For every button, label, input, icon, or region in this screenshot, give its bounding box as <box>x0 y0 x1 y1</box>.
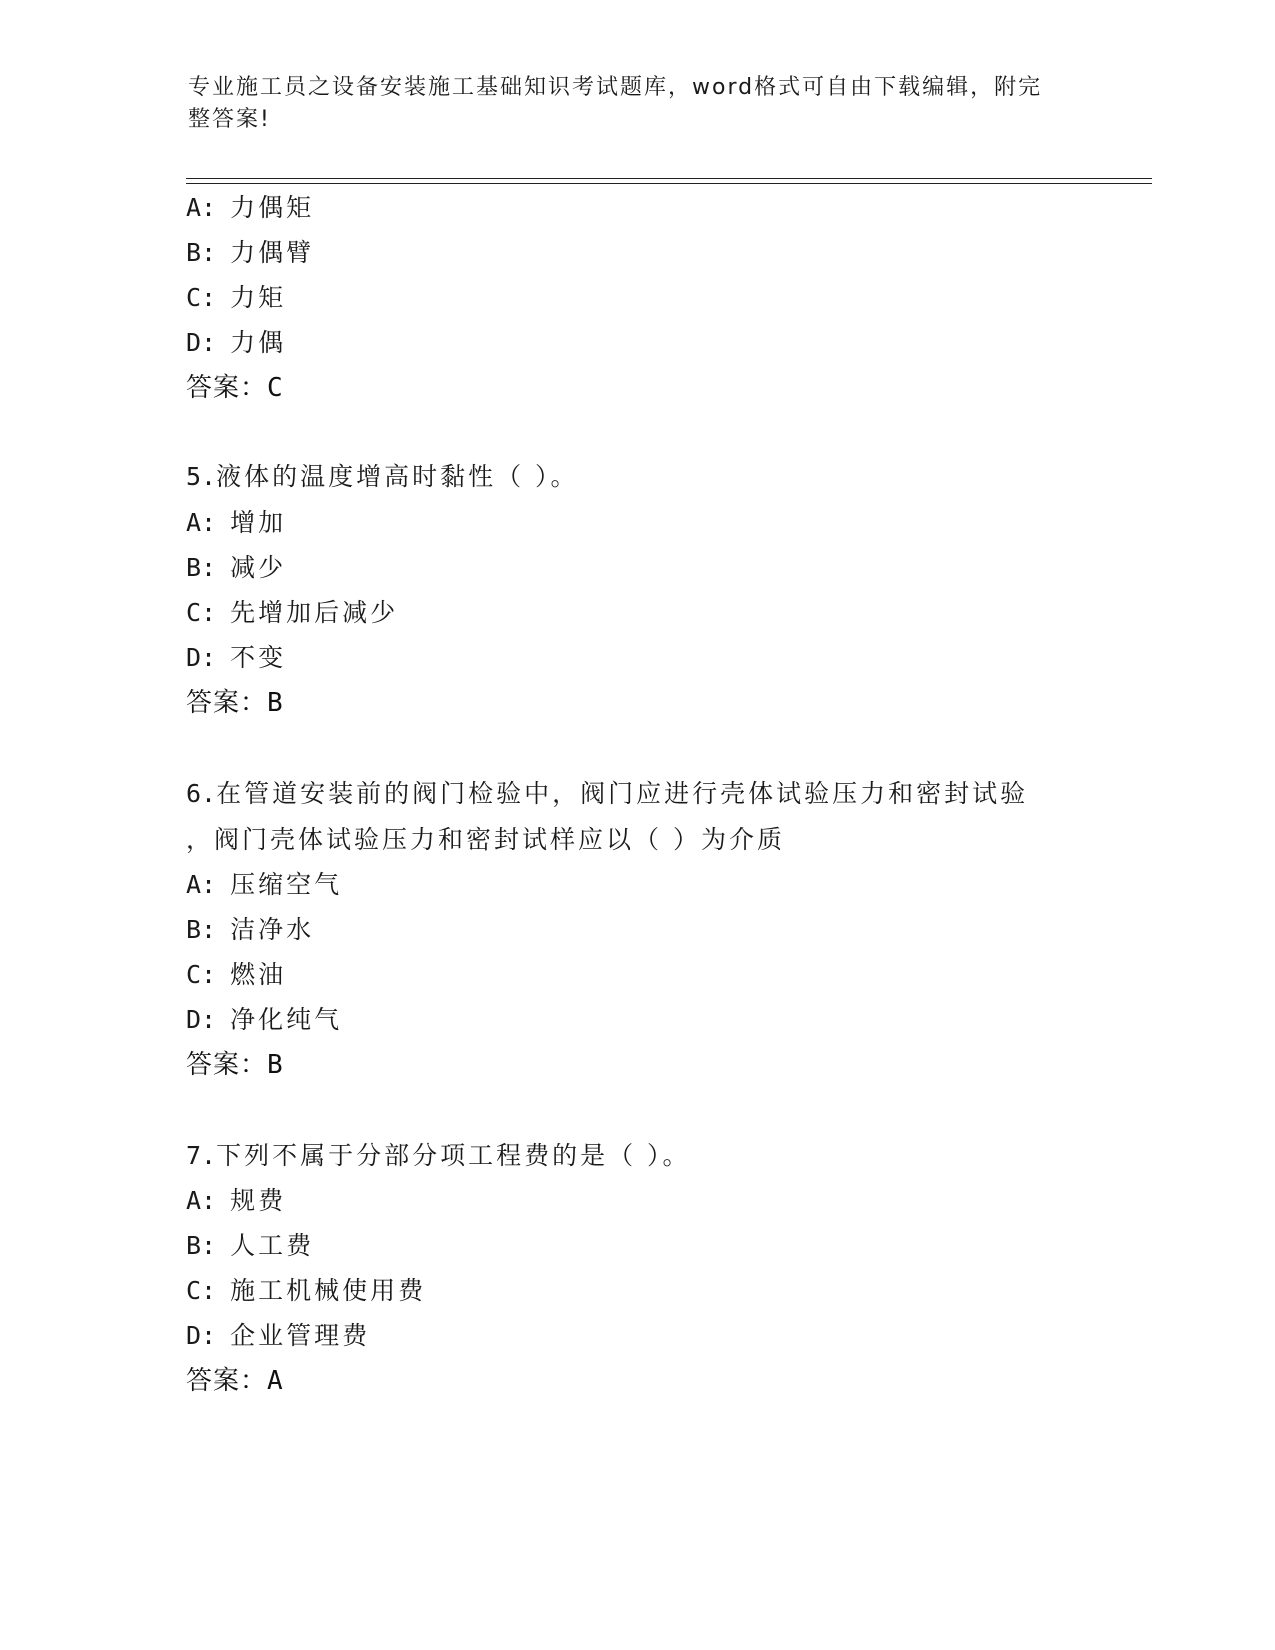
q5-option-d: D: 不变 <box>186 643 287 672</box>
q7-option-c: C: 施工机械使用费 <box>186 1276 427 1305</box>
q6-answer: 答案：B <box>186 1050 284 1080</box>
q6-option-b: B: 洁净水 <box>186 915 315 944</box>
q7-answer: 答案：A <box>186 1366 284 1396</box>
header-rule-bottom <box>186 183 1152 184</box>
q4-option-b: B: 力偶臂 <box>186 238 315 267</box>
q6-stem-line-2: ，阀门壳体试验压力和密封试样应以（ ）为介质 <box>186 825 785 854</box>
q7-option-d: D: 企业管理费 <box>186 1321 371 1350</box>
q7-option-b: B: 人工费 <box>186 1231 315 1260</box>
q4-option-a: A: 力偶矩 <box>186 193 315 222</box>
q6-stem-line-1: 6.在管道安装前的阀门检验中，阀门应进行壳体试验压力和密封试验 <box>186 779 1029 808</box>
header-line-2: 整答案! <box>188 107 271 132</box>
q5-option-c: C: 先增加后减少 <box>186 598 399 627</box>
header-rule-top <box>186 178 1152 179</box>
q5-option-b: B: 减少 <box>186 553 287 582</box>
document-header <box>188 72 1088 136</box>
q5-stem: 5.液体的温度增高时黏性（ ）。 <box>186 462 579 491</box>
header-line-1: 专业施工员之设备安装施工基础知识考试题库，word格式可自由下载编辑，附完 <box>188 75 1043 100</box>
q5-answer: 答案：B <box>186 688 284 718</box>
q4-option-d: D: 力偶 <box>186 328 287 357</box>
q5-option-a: A: 增加 <box>186 508 287 537</box>
q4-option-c: C: 力矩 <box>186 283 287 312</box>
q7-stem: 7.下列不属于分部分项工程费的是（ ）。 <box>186 1141 691 1170</box>
q6-option-d: D: 净化纯气 <box>186 1005 343 1034</box>
q6-option-c: C: 燃油 <box>186 960 287 989</box>
q4-answer: 答案：C <box>186 373 284 403</box>
q7-option-a: A: 规费 <box>186 1186 287 1215</box>
q6-option-a: A: 压缩空气 <box>186 870 343 899</box>
